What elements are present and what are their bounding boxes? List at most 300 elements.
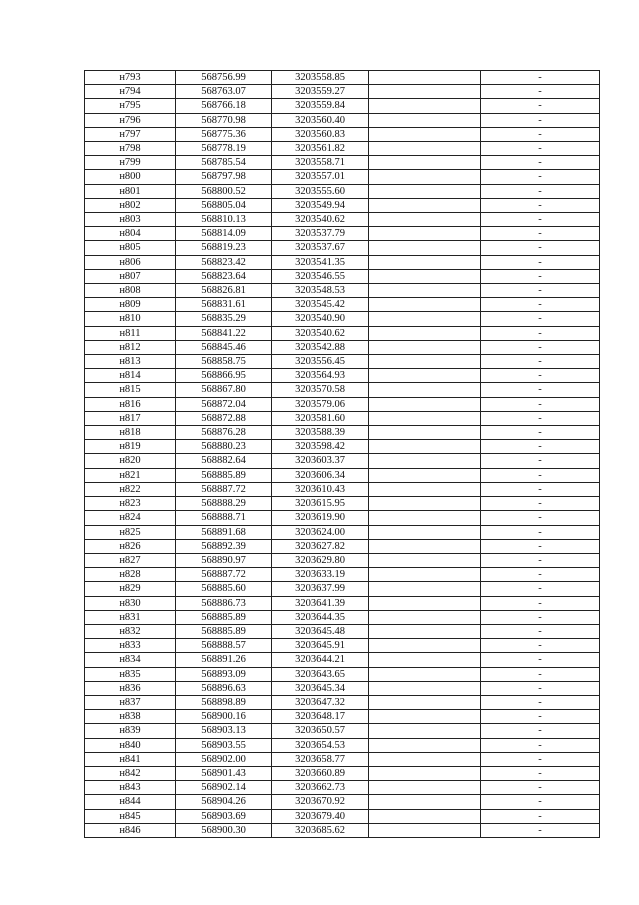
table-row: [85, 142, 600, 156]
note-cell: -: [481, 426, 600, 440]
point-id-cell: н822: [85, 482, 176, 496]
table-row: [85, 198, 600, 212]
table-row: [85, 610, 600, 624]
note-cell: -: [481, 298, 600, 312]
x-coordinate-cell: 568891.68: [176, 525, 272, 539]
point-id-cell: н826: [85, 539, 176, 553]
y-coordinate-cell: 3203545.42: [272, 298, 369, 312]
y-coordinate-cell: 3203654.53: [272, 738, 369, 752]
y-coordinate-cell: 3203627.82: [272, 539, 369, 553]
table-row: [85, 312, 600, 326]
y-coordinate-cell: 3203660.89: [272, 766, 369, 780]
y-coordinate-cell: 3203644.35: [272, 610, 369, 624]
table-row: [85, 241, 600, 255]
table-row: [85, 468, 600, 482]
y-coordinate-cell: 3203560.40: [272, 113, 369, 127]
point-id-cell: н800: [85, 170, 176, 184]
point-id-cell: н837: [85, 695, 176, 709]
point-id-cell: н841: [85, 752, 176, 766]
empty-cell: [369, 511, 481, 525]
note-cell: -: [481, 127, 600, 141]
point-id-cell: н817: [85, 411, 176, 425]
note-cell: -: [481, 213, 600, 227]
x-coordinate-cell: 568800.52: [176, 184, 272, 198]
table-row: [85, 326, 600, 340]
point-id-cell: н844: [85, 795, 176, 809]
x-coordinate-cell: 568756.99: [176, 71, 272, 85]
table-row: [85, 170, 600, 184]
note-cell: -: [481, 766, 600, 780]
empty-cell: [369, 383, 481, 397]
empty-cell: [369, 113, 481, 127]
y-coordinate-cell: 3203648.17: [272, 710, 369, 724]
x-coordinate-cell: 568876.28: [176, 426, 272, 440]
x-coordinate-cell: 568872.88: [176, 411, 272, 425]
table-row: [85, 681, 600, 695]
table-row: [85, 752, 600, 766]
x-coordinate-cell: 568885.89: [176, 610, 272, 624]
y-coordinate-cell: 3203555.60: [272, 184, 369, 198]
empty-cell: [369, 85, 481, 99]
table-row: [85, 454, 600, 468]
note-cell: -: [481, 454, 600, 468]
x-coordinate-cell: 568903.13: [176, 724, 272, 738]
x-coordinate-cell: 568867.80: [176, 383, 272, 397]
y-coordinate-cell: 3203581.60: [272, 411, 369, 425]
table-row: [85, 710, 600, 724]
x-coordinate-cell: 568903.69: [176, 809, 272, 823]
note-cell: -: [481, 752, 600, 766]
y-coordinate-cell: 3203564.93: [272, 369, 369, 383]
table-row: [85, 766, 600, 780]
point-id-cell: н840: [85, 738, 176, 752]
table-row: [85, 639, 600, 653]
x-coordinate-cell: 568904.26: [176, 795, 272, 809]
y-coordinate-cell: 3203556.45: [272, 355, 369, 369]
table-row: [85, 667, 600, 681]
x-coordinate-cell: 568763.07: [176, 85, 272, 99]
table-row: [85, 298, 600, 312]
note-cell: -: [481, 142, 600, 156]
point-id-cell: н845: [85, 809, 176, 823]
x-coordinate-cell: 568826.81: [176, 284, 272, 298]
empty-cell: [369, 809, 481, 823]
empty-cell: [369, 426, 481, 440]
point-id-cell: н804: [85, 227, 176, 241]
point-id-cell: н816: [85, 397, 176, 411]
empty-cell: [369, 411, 481, 425]
y-coordinate-cell: 3203540.62: [272, 213, 369, 227]
empty-cell: [369, 539, 481, 553]
table-row: [85, 823, 600, 837]
table-row: [85, 426, 600, 440]
note-cell: -: [481, 113, 600, 127]
note-cell: -: [481, 284, 600, 298]
note-cell: -: [481, 667, 600, 681]
empty-cell: [369, 454, 481, 468]
note-cell: -: [481, 440, 600, 454]
point-id-cell: н807: [85, 269, 176, 283]
note-cell: -: [481, 809, 600, 823]
point-id-cell: н831: [85, 610, 176, 624]
empty-cell: [369, 781, 481, 795]
x-coordinate-cell: 568858.75: [176, 355, 272, 369]
empty-cell: [369, 184, 481, 198]
table-row: [85, 369, 600, 383]
point-id-cell: н832: [85, 624, 176, 638]
x-coordinate-cell: 568885.89: [176, 468, 272, 482]
x-coordinate-cell: 568898.89: [176, 695, 272, 709]
table-row: [85, 99, 600, 113]
empty-cell: [369, 355, 481, 369]
table-row: [85, 582, 600, 596]
table-row: [85, 255, 600, 269]
y-coordinate-cell: 3203615.95: [272, 497, 369, 511]
y-coordinate-cell: 3203645.91: [272, 639, 369, 653]
empty-cell: [369, 667, 481, 681]
table-row: [85, 624, 600, 638]
point-id-cell: н836: [85, 681, 176, 695]
table-row: [85, 269, 600, 283]
note-cell: -: [481, 468, 600, 482]
point-id-cell: н806: [85, 255, 176, 269]
y-coordinate-cell: 3203662.73: [272, 781, 369, 795]
note-cell: -: [481, 695, 600, 709]
table-row: [85, 113, 600, 127]
point-id-cell: н812: [85, 340, 176, 354]
table-row: [85, 340, 600, 354]
empty-cell: [369, 269, 481, 283]
x-coordinate-cell: 568887.72: [176, 568, 272, 582]
y-coordinate-cell: 3203548.53: [272, 284, 369, 298]
empty-cell: [369, 142, 481, 156]
point-id-cell: н839: [85, 724, 176, 738]
point-id-cell: н794: [85, 85, 176, 99]
point-id-cell: н835: [85, 667, 176, 681]
empty-cell: [369, 298, 481, 312]
table-row: [85, 213, 600, 227]
y-coordinate-cell: 3203570.58: [272, 383, 369, 397]
point-id-cell: н824: [85, 511, 176, 525]
x-coordinate-cell: 568893.09: [176, 667, 272, 681]
y-coordinate-cell: 3203588.39: [272, 426, 369, 440]
empty-cell: [369, 653, 481, 667]
note-cell: -: [481, 255, 600, 269]
point-id-cell: н823: [85, 497, 176, 511]
note-cell: -: [481, 241, 600, 255]
empty-cell: [369, 823, 481, 837]
table-row: [85, 284, 600, 298]
y-coordinate-cell: 3203641.39: [272, 596, 369, 610]
point-id-cell: н829: [85, 582, 176, 596]
point-id-cell: н801: [85, 184, 176, 198]
note-cell: -: [481, 539, 600, 553]
y-coordinate-cell: 3203542.88: [272, 340, 369, 354]
point-id-cell: н797: [85, 127, 176, 141]
table-row: [85, 85, 600, 99]
empty-cell: [369, 213, 481, 227]
y-coordinate-cell: 3203557.01: [272, 170, 369, 184]
note-cell: -: [481, 624, 600, 638]
note-cell: -: [481, 227, 600, 241]
y-coordinate-cell: 3203679.40: [272, 809, 369, 823]
empty-cell: [369, 639, 481, 653]
empty-cell: [369, 624, 481, 638]
table-row: [85, 781, 600, 795]
point-id-cell: н814: [85, 369, 176, 383]
empty-cell: [369, 568, 481, 582]
note-cell: -: [481, 355, 600, 369]
point-id-cell: н802: [85, 198, 176, 212]
y-coordinate-cell: 3203643.65: [272, 667, 369, 681]
empty-cell: [369, 284, 481, 298]
x-coordinate-cell: 568900.16: [176, 710, 272, 724]
note-cell: -: [481, 383, 600, 397]
point-id-cell: н818: [85, 426, 176, 440]
note-cell: -: [481, 724, 600, 738]
empty-cell: [369, 681, 481, 695]
point-id-cell: н843: [85, 781, 176, 795]
x-coordinate-cell: 568845.46: [176, 340, 272, 354]
x-coordinate-cell: 568902.00: [176, 752, 272, 766]
x-coordinate-cell: 568797.98: [176, 170, 272, 184]
table-row: [85, 511, 600, 525]
table-row: [85, 568, 600, 582]
note-cell: -: [481, 340, 600, 354]
table-row: [85, 497, 600, 511]
empty-cell: [369, 695, 481, 709]
x-coordinate-cell: 568823.42: [176, 255, 272, 269]
note-cell: -: [481, 312, 600, 326]
table-row: [85, 795, 600, 809]
y-coordinate-cell: 3203561.82: [272, 142, 369, 156]
table-row: [85, 355, 600, 369]
y-coordinate-cell: 3203645.48: [272, 624, 369, 638]
empty-cell: [369, 482, 481, 496]
empty-cell: [369, 340, 481, 354]
empty-cell: [369, 525, 481, 539]
note-cell: -: [481, 397, 600, 411]
note-cell: -: [481, 170, 600, 184]
x-coordinate-cell: 568778.19: [176, 142, 272, 156]
x-coordinate-cell: 568775.36: [176, 127, 272, 141]
empty-cell: [369, 596, 481, 610]
table-row: [85, 553, 600, 567]
table-row: [85, 695, 600, 709]
x-coordinate-cell: 568892.39: [176, 539, 272, 553]
x-coordinate-cell: 568770.98: [176, 113, 272, 127]
empty-cell: [369, 127, 481, 141]
note-cell: -: [481, 525, 600, 539]
x-coordinate-cell: 568785.54: [176, 156, 272, 170]
y-coordinate-cell: 3203685.62: [272, 823, 369, 837]
empty-cell: [369, 156, 481, 170]
point-id-cell: н803: [85, 213, 176, 227]
y-coordinate-cell: 3203598.42: [272, 440, 369, 454]
y-coordinate-cell: 3203603.37: [272, 454, 369, 468]
y-coordinate-cell: 3203637.99: [272, 582, 369, 596]
note-cell: -: [481, 99, 600, 113]
x-coordinate-cell: 568882.64: [176, 454, 272, 468]
y-coordinate-cell: 3203559.84: [272, 99, 369, 113]
table-row: [85, 738, 600, 752]
note-cell: -: [481, 681, 600, 695]
note-cell: -: [481, 738, 600, 752]
y-coordinate-cell: 3203670.92: [272, 795, 369, 809]
note-cell: -: [481, 823, 600, 837]
note-cell: -: [481, 582, 600, 596]
point-id-cell: н793: [85, 71, 176, 85]
x-coordinate-cell: 568805.04: [176, 198, 272, 212]
x-coordinate-cell: 568814.09: [176, 227, 272, 241]
note-cell: -: [481, 369, 600, 383]
y-coordinate-cell: 3203644.21: [272, 653, 369, 667]
note-cell: -: [481, 71, 600, 85]
point-id-cell: н842: [85, 766, 176, 780]
point-id-cell: н820: [85, 454, 176, 468]
point-id-cell: н833: [85, 639, 176, 653]
point-id-cell: н808: [85, 284, 176, 298]
empty-cell: [369, 752, 481, 766]
table-row: [85, 724, 600, 738]
table-row: [85, 653, 600, 667]
point-id-cell: н821: [85, 468, 176, 482]
y-coordinate-cell: 3203559.27: [272, 85, 369, 99]
note-cell: -: [481, 482, 600, 496]
y-coordinate-cell: 3203549.94: [272, 198, 369, 212]
x-coordinate-cell: 568872.04: [176, 397, 272, 411]
point-id-cell: н838: [85, 710, 176, 724]
empty-cell: [369, 582, 481, 596]
table-row: [85, 184, 600, 198]
empty-cell: [369, 397, 481, 411]
point-id-cell: н809: [85, 298, 176, 312]
empty-cell: [369, 553, 481, 567]
coordinates-table-body: [85, 71, 600, 838]
y-coordinate-cell: 3203647.32: [272, 695, 369, 709]
point-id-cell: н811: [85, 326, 176, 340]
y-coordinate-cell: 3203645.34: [272, 681, 369, 695]
table-row: [85, 127, 600, 141]
note-cell: -: [481, 156, 600, 170]
empty-cell: [369, 766, 481, 780]
x-coordinate-cell: 568888.57: [176, 639, 272, 653]
empty-cell: [369, 738, 481, 752]
x-coordinate-cell: 568841.22: [176, 326, 272, 340]
table-row: [85, 411, 600, 425]
y-coordinate-cell: 3203650.57: [272, 724, 369, 738]
y-coordinate-cell: 3203579.06: [272, 397, 369, 411]
note-cell: -: [481, 596, 600, 610]
empty-cell: [369, 198, 481, 212]
empty-cell: [369, 724, 481, 738]
empty-cell: [369, 497, 481, 511]
empty-cell: [369, 795, 481, 809]
table-row: [85, 383, 600, 397]
empty-cell: [369, 71, 481, 85]
y-coordinate-cell: 3203560.83: [272, 127, 369, 141]
point-id-cell: н815: [85, 383, 176, 397]
table-row: [85, 71, 600, 85]
note-cell: -: [481, 610, 600, 624]
x-coordinate-cell: 568835.29: [176, 312, 272, 326]
note-cell: -: [481, 568, 600, 582]
y-coordinate-cell: 3203610.43: [272, 482, 369, 496]
note-cell: -: [481, 511, 600, 525]
x-coordinate-cell: 568866.95: [176, 369, 272, 383]
note-cell: -: [481, 639, 600, 653]
empty-cell: [369, 326, 481, 340]
note-cell: -: [481, 553, 600, 567]
y-coordinate-cell: 3203541.35: [272, 255, 369, 269]
y-coordinate-cell: 3203629.80: [272, 553, 369, 567]
empty-cell: [369, 369, 481, 383]
x-coordinate-cell: 568810.13: [176, 213, 272, 227]
empty-cell: [369, 468, 481, 482]
x-coordinate-cell: 568888.29: [176, 497, 272, 511]
note-cell: -: [481, 781, 600, 795]
y-coordinate-cell: 3203606.34: [272, 468, 369, 482]
point-id-cell: н830: [85, 596, 176, 610]
x-coordinate-cell: 568823.64: [176, 269, 272, 283]
point-id-cell: н795: [85, 99, 176, 113]
note-cell: -: [481, 269, 600, 283]
note-cell: -: [481, 184, 600, 198]
x-coordinate-cell: 568819.23: [176, 241, 272, 255]
point-id-cell: н796: [85, 113, 176, 127]
x-coordinate-cell: 568766.18: [176, 99, 272, 113]
note-cell: -: [481, 653, 600, 667]
x-coordinate-cell: 568902.14: [176, 781, 272, 795]
y-coordinate-cell: 3203633.19: [272, 568, 369, 582]
empty-cell: [369, 227, 481, 241]
point-id-cell: н825: [85, 525, 176, 539]
point-id-cell: н834: [85, 653, 176, 667]
note-cell: -: [481, 411, 600, 425]
empty-cell: [369, 99, 481, 113]
point-id-cell: н827: [85, 553, 176, 567]
point-id-cell: н813: [85, 355, 176, 369]
note-cell: -: [481, 795, 600, 809]
point-id-cell: н819: [85, 440, 176, 454]
coordinates-table: [84, 70, 600, 838]
y-coordinate-cell: 3203619.90: [272, 511, 369, 525]
y-coordinate-cell: 3203546.55: [272, 269, 369, 283]
y-coordinate-cell: 3203537.67: [272, 241, 369, 255]
table-row: [85, 482, 600, 496]
table-row: [85, 440, 600, 454]
empty-cell: [369, 255, 481, 269]
note-cell: -: [481, 85, 600, 99]
x-coordinate-cell: 568900.30: [176, 823, 272, 837]
y-coordinate-cell: 3203558.71: [272, 156, 369, 170]
point-id-cell: н810: [85, 312, 176, 326]
note-cell: -: [481, 497, 600, 511]
x-coordinate-cell: 568880.23: [176, 440, 272, 454]
x-coordinate-cell: 568903.55: [176, 738, 272, 752]
table-row: [85, 227, 600, 241]
y-coordinate-cell: 3203658.77: [272, 752, 369, 766]
x-coordinate-cell: 568890.97: [176, 553, 272, 567]
x-coordinate-cell: 568831.61: [176, 298, 272, 312]
point-id-cell: н805: [85, 241, 176, 255]
empty-cell: [369, 440, 481, 454]
point-id-cell: н799: [85, 156, 176, 170]
x-coordinate-cell: 568891.26: [176, 653, 272, 667]
y-coordinate-cell: 3203540.90: [272, 312, 369, 326]
note-cell: -: [481, 326, 600, 340]
x-coordinate-cell: 568896.63: [176, 681, 272, 695]
